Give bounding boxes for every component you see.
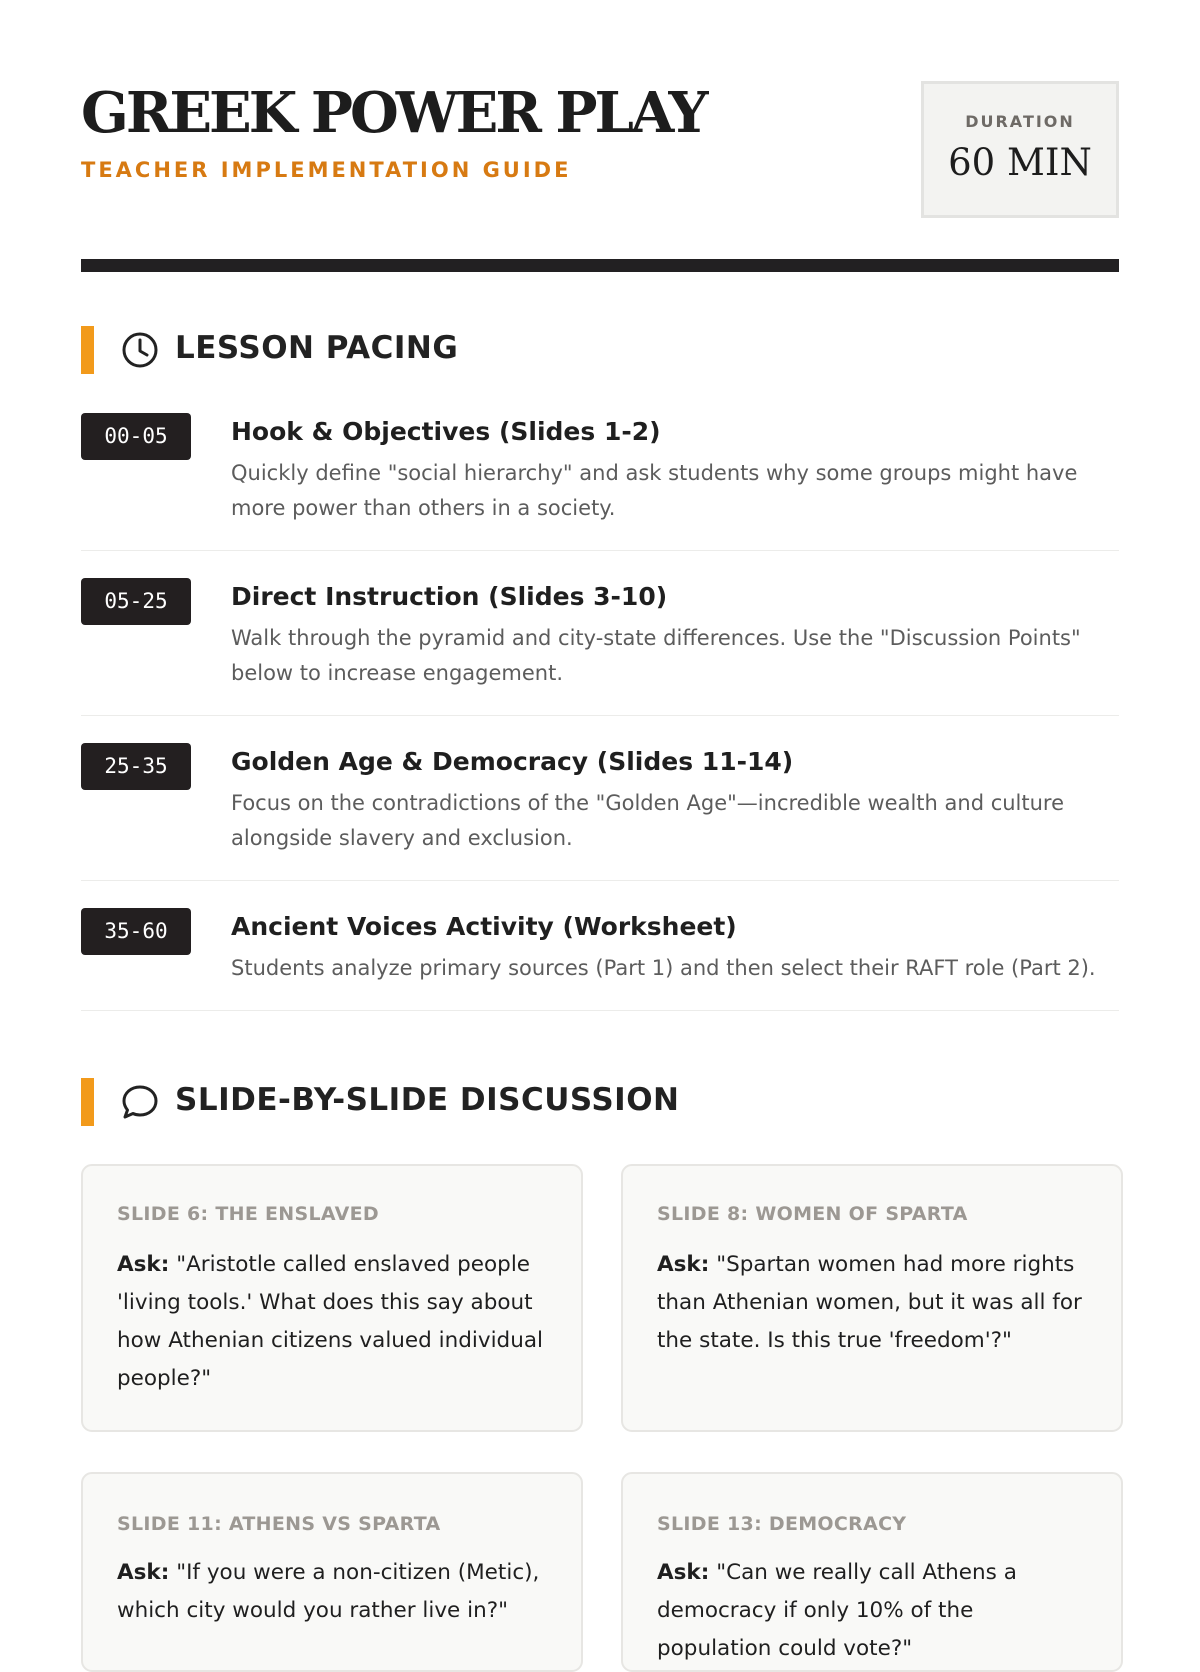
pacing-description: Quickly define "social hierarchy" and ask students why some groups might have more power than others in a society. bbox=[231, 461, 1078, 520]
header-divider bbox=[81, 259, 1119, 272]
section-title: SLIDE-BY-SLIDE DISCUSSION bbox=[175, 1082, 680, 1118]
time-badge: 00-05 bbox=[81, 413, 191, 460]
pacing-row bbox=[81, 881, 1119, 1011]
pacing-title: Golden Age & Democracy (Slides 11-14) bbox=[231, 747, 794, 776]
pacing-row bbox=[81, 551, 1119, 716]
card-body bbox=[117, 1246, 547, 1398]
page-header bbox=[81, 0, 1119, 273]
ask-text: "If you were a non-citizen (Metic), which city would you rather live in?" bbox=[117, 1560, 540, 1623]
ask-text: "Aristotle called enslaved people 'living tools.' What does this say about how Athenian citizens valued individual people?" bbox=[117, 1252, 543, 1391]
discussion-heading bbox=[81, 1078, 1119, 1126]
pacing-list bbox=[81, 395, 1119, 1011]
card-body bbox=[657, 1246, 1087, 1360]
duration-box bbox=[921, 81, 1119, 218]
pacing-description: Walk through the pyramid and city-state differences. Use the "Discussion Points" below to increase engagement. bbox=[231, 626, 1081, 685]
pacing-title: Hook & Objectives (Slides 1-2) bbox=[231, 417, 661, 446]
pacing-text bbox=[231, 912, 1119, 986]
page-subtitle: TEACHER IMPLEMENTATION GUIDE bbox=[81, 158, 572, 182]
ask-label: Ask: bbox=[657, 1252, 710, 1277]
ask-label: Ask: bbox=[117, 1252, 170, 1277]
discussion-card bbox=[81, 1472, 583, 1672]
duration-value: 60 MIN bbox=[948, 141, 1092, 184]
section-accent-bar bbox=[81, 326, 94, 374]
pacing-description: Focus on the contradictions of the "Golden Age"—incredible wealth and culture alongside slavery and exclusion. bbox=[231, 791, 1065, 850]
pacing-text bbox=[231, 417, 1119, 526]
duration-label: DURATION bbox=[965, 112, 1075, 131]
time-badge: 35-60 bbox=[81, 908, 191, 955]
pacing-description: Students analyze primary sources (Part 1) and then select their RAFT role (Part 2). bbox=[231, 956, 1096, 980]
time-badge: 05-25 bbox=[81, 578, 191, 625]
pacing-title: Direct Instruction (Slides 3-10) bbox=[231, 582, 668, 611]
discussion-card bbox=[81, 1164, 583, 1432]
pacing-text bbox=[231, 747, 1119, 856]
ask-text: "Can we really call Athens a democracy if only 10% of the population could vote?" bbox=[657, 1560, 1017, 1661]
section-title: LESSON PACING bbox=[175, 330, 459, 366]
ask-label: Ask: bbox=[117, 1560, 170, 1585]
card-label: SLIDE 6: THE ENSLAVED bbox=[117, 1203, 379, 1225]
time-badge: 25-35 bbox=[81, 743, 191, 790]
card-body bbox=[117, 1554, 547, 1630]
page-title: GREEK POWER PLAY bbox=[81, 80, 706, 146]
pacing-row bbox=[81, 395, 1119, 551]
discussion-card bbox=[621, 1164, 1123, 1432]
ask-label: Ask: bbox=[657, 1560, 710, 1585]
pacing-title: Ancient Voices Activity (Worksheet) bbox=[231, 912, 737, 941]
section-accent-bar bbox=[81, 1078, 94, 1126]
clock-icon bbox=[121, 331, 159, 369]
ask-text: "Spartan women had more rights than Athenian women, but it was all for the state. Is this true 'freedom'?" bbox=[657, 1252, 1082, 1353]
discussion-card bbox=[621, 1472, 1123, 1672]
card-label: SLIDE 11: ATHENS VS SPARTA bbox=[117, 1513, 441, 1535]
pacing-row bbox=[81, 716, 1119, 881]
card-label: SLIDE 8: WOMEN OF SPARTA bbox=[657, 1203, 968, 1225]
card-label: SLIDE 13: DEMOCRACY bbox=[657, 1513, 907, 1535]
speech-bubble-icon bbox=[121, 1083, 159, 1121]
card-body bbox=[657, 1554, 1087, 1668]
pacing-text bbox=[231, 582, 1119, 691]
lesson-pacing-heading bbox=[81, 326, 1119, 374]
